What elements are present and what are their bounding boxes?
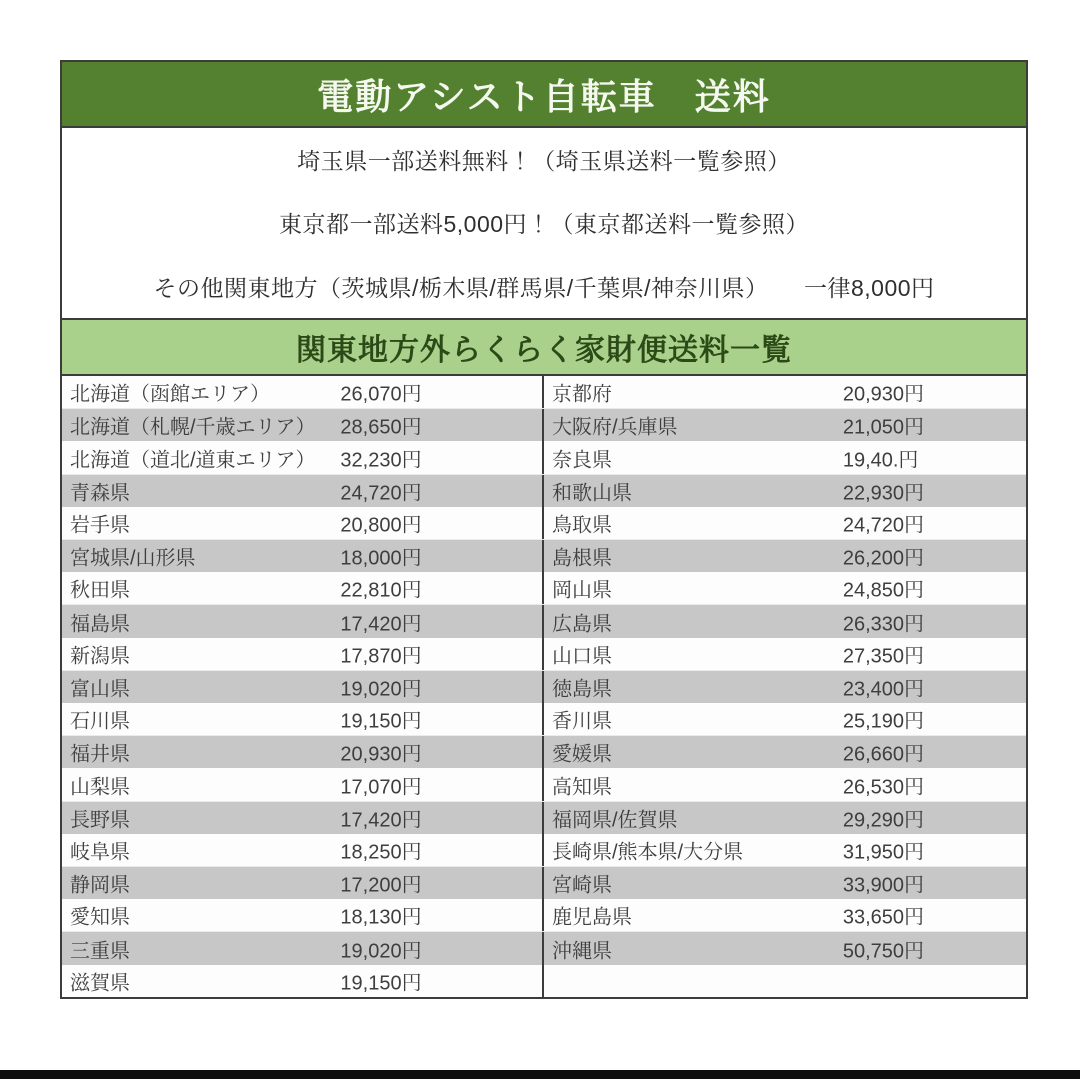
- table-cell-left: [62, 965, 544, 997]
- table-cell-left: [62, 671, 544, 703]
- table-row: [62, 376, 1026, 409]
- prefecture-name: 鹿児島県: [552, 906, 632, 929]
- shipping-price: 26,660円: [842, 743, 924, 766]
- page-title: 電動アシスト自転車 送料: [317, 75, 771, 117]
- shipping-price: 29,290円: [842, 809, 924, 832]
- shipping-price: 28,650円: [340, 416, 422, 439]
- shipping-price: 20,800円: [340, 514, 422, 537]
- table-cell-left: [62, 507, 544, 539]
- shipping-price: 26,530円: [842, 776, 924, 799]
- prefecture-name: 沖縄県: [552, 940, 612, 963]
- table-cell-left: [62, 736, 544, 768]
- main-header-bar: [62, 62, 1026, 128]
- table-row: [62, 867, 1026, 899]
- table-cell-right: [544, 736, 1026, 768]
- shipping-price: 19,150円: [340, 710, 422, 733]
- table-row: [62, 572, 1026, 605]
- prefecture-name: 富山県: [70, 678, 130, 701]
- table-row: [62, 802, 1026, 834]
- prefecture-name: 鳥取県: [552, 514, 612, 537]
- shipping-price: 17,420円: [340, 613, 422, 636]
- shipping-price: 17,870円: [340, 645, 422, 668]
- shipping-price: 19,020円: [340, 678, 422, 701]
- prefecture-name: 山口県: [552, 645, 612, 668]
- table-cell-right: [544, 899, 1026, 931]
- shipping-price: 22,930円: [842, 482, 924, 505]
- shipping-price: 32,230円: [340, 449, 422, 471]
- prefecture-name: 新潟県: [70, 645, 130, 668]
- prefecture-name: 宮城県/山形県: [70, 547, 196, 570]
- prefecture-name: 高知県: [552, 776, 612, 799]
- table-cell-right: [544, 441, 1026, 473]
- table-cell-left: [62, 834, 544, 866]
- shipping-price: 24,850円: [842, 579, 924, 602]
- prefecture-name: 福岡県/佐賀県: [552, 809, 678, 832]
- notice-tokyo: 東京都一部送料5,000円！（東京都送料一覧参照）: [278, 211, 810, 238]
- prefecture-name: 静岡県: [70, 874, 130, 897]
- table-cell-left: [62, 572, 544, 604]
- shipping-price: 50,750円: [842, 940, 924, 963]
- shipping-price: 31,950円: [842, 841, 924, 864]
- table-row: [62, 768, 1026, 801]
- prefecture-name: 広島県: [552, 613, 612, 636]
- table-cell-right: [544, 671, 1026, 703]
- prefecture-name: 北海道（札幌/千歳エリア）: [70, 416, 316, 439]
- table-cell-right: [544, 409, 1026, 441]
- notice-other-kanto: その他関東地方（茨城県/栃木県/群馬県/千葉県/神奈川県） 一律8,000円: [153, 274, 935, 301]
- prefecture-name: 三重県: [70, 940, 130, 963]
- table-row: [62, 965, 1026, 997]
- table-cell-left: [62, 899, 544, 931]
- table-cell-right: [544, 605, 1026, 637]
- shipping-price: 18,130円: [340, 906, 422, 929]
- table-cell-right: [544, 802, 1026, 834]
- prefecture-name: 岐阜県: [70, 841, 130, 864]
- shipping-price: 19,40.円: [842, 449, 919, 471]
- shipping-price: 27,350円: [842, 645, 924, 668]
- table-cell-left: [62, 540, 544, 572]
- table-cell-right: [544, 932, 1026, 964]
- table-cell-left: [62, 409, 544, 441]
- table-cell-right: [544, 540, 1026, 572]
- table-title: 関東地方外らくらく家財便送料一覧: [296, 334, 792, 367]
- shipping-price: 18,000円: [340, 547, 422, 570]
- shipping-price: 19,020円: [340, 940, 422, 963]
- table-cell-left: [62, 768, 544, 800]
- table-cell-right: [544, 475, 1026, 507]
- prefecture-name: 石川県: [70, 710, 130, 733]
- prefecture-name: 山梨県: [70, 776, 130, 799]
- table-cell-left: [62, 932, 544, 964]
- table-cell-right: [544, 376, 1026, 408]
- shipping-info-card: [60, 60, 1028, 999]
- table-cell-right: [544, 572, 1026, 604]
- prefecture-name: 徳島県: [552, 678, 612, 701]
- shipping-price: 17,420円: [340, 809, 422, 832]
- prefecture-name: 北海道（道北/道東エリア）: [70, 449, 316, 471]
- prefecture-name: 北海道（函館エリア）: [70, 383, 270, 406]
- notice-saitama: 埼玉県一部送料無料！（埼玉県送料一覧参照）: [297, 148, 791, 175]
- prefecture-name: 福島県: [70, 613, 130, 636]
- table-cell-left: [62, 802, 544, 834]
- table-cell-right: [544, 507, 1026, 539]
- shipping-price: 24,720円: [842, 514, 924, 537]
- table-header-bar: [62, 318, 1026, 376]
- prefecture-name: 香川県: [552, 710, 612, 733]
- prefecture-name: 長崎県/熊本県/大分県: [552, 841, 744, 864]
- fee-table: [62, 376, 1026, 997]
- bottom-black-bar: [0, 1070, 1080, 1079]
- table-cell-right: [544, 638, 1026, 670]
- table-row: [62, 507, 1026, 540]
- table-cell-right: [544, 703, 1026, 735]
- table-cell-left: [62, 867, 544, 899]
- shipping-price: 19,150円: [340, 972, 422, 995]
- shipping-price: 18,250円: [340, 841, 422, 864]
- prefecture-name: 和歌山県: [552, 482, 632, 505]
- shipping-price: 26,200円: [842, 547, 924, 570]
- prefecture-name: 岡山県: [552, 579, 612, 602]
- table-row: [62, 605, 1026, 637]
- table-row: [62, 703, 1026, 736]
- notice-section: [62, 128, 1026, 318]
- shipping-price: 26,070円: [340, 383, 422, 406]
- prefecture-name: 福井県: [70, 743, 130, 766]
- table-cell-left: [62, 475, 544, 507]
- table-cell-right: [544, 965, 1026, 997]
- prefecture-name: 岩手県: [70, 514, 130, 537]
- shipping-price: 22,810円: [340, 579, 422, 602]
- shipping-price: 20,930円: [842, 383, 924, 406]
- prefecture-name: 京都府: [552, 383, 612, 406]
- shipping-price: 26,330円: [842, 613, 924, 636]
- table-row: [62, 638, 1026, 671]
- table-row: [62, 441, 1026, 474]
- table-cell-left: [62, 376, 544, 408]
- shipping-price: 25,190円: [842, 710, 924, 733]
- table-cell-left: [62, 605, 544, 637]
- shipping-price: 17,200円: [340, 874, 422, 897]
- table-row: [62, 475, 1026, 507]
- prefecture-name: 大阪府/兵庫県: [552, 416, 678, 439]
- table-row: [62, 899, 1026, 932]
- table-cell-right: [544, 834, 1026, 866]
- prefecture-name: 宮崎県: [552, 874, 612, 897]
- prefecture-name: 滋賀県: [70, 972, 130, 995]
- prefecture-name: 青森県: [70, 482, 130, 505]
- table-cell-right: [544, 867, 1026, 899]
- table-row: [62, 540, 1026, 572]
- shipping-price: 20,930円: [340, 743, 422, 766]
- shipping-price: 21,050円: [842, 416, 924, 439]
- prefecture-name: 長野県: [70, 809, 130, 832]
- table-cell-left: [62, 441, 544, 473]
- table-row: [62, 932, 1026, 964]
- shipping-price: 33,650円: [842, 906, 924, 929]
- prefecture-name: 島根県: [552, 547, 612, 570]
- prefecture-name: 奈良県: [552, 449, 612, 471]
- shipping-price: 23,400円: [842, 678, 924, 701]
- shipping-price: 17,070円: [340, 776, 422, 799]
- prefecture-name: 愛知県: [70, 906, 130, 929]
- table-row: [62, 409, 1026, 441]
- table-cell-left: [62, 703, 544, 735]
- table-row: [62, 736, 1026, 768]
- table-cell-right: [544, 768, 1026, 800]
- shipping-price: 33,900円: [842, 874, 924, 897]
- prefecture-name: 愛媛県: [552, 743, 612, 766]
- table-cell-left: [62, 638, 544, 670]
- table-row: [62, 671, 1026, 703]
- table-row: [62, 834, 1026, 867]
- shipping-price: 24,720円: [340, 482, 422, 505]
- prefecture-name: 秋田県: [70, 579, 130, 602]
